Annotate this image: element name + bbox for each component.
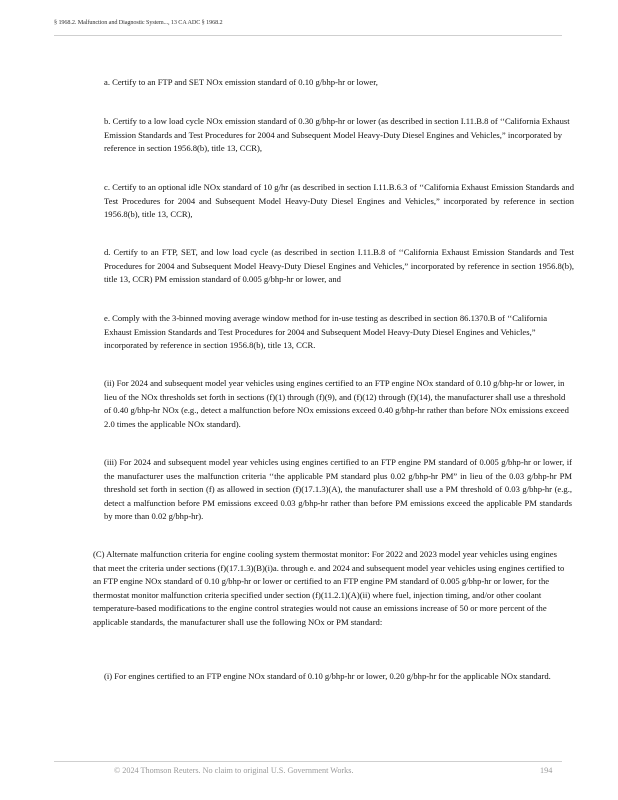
paragraph-c: c. Certify to an optional idle NOx standard of 10 g/hr (as described in section I.11.B.6.3 of ‘‘California Exhaust Emission Standards and Test Procedures for 2004 and Subsequent Model Heavy-Duty Diesel Engines and Vehicles,” incorporated by reference in section 1956.8(b), title 13, CCR),	[104, 182, 574, 219]
paragraph-i: (i) For engines certified to an FTP engine NOx standard of 0.10 g/bhp-hr or lower, 0.20 g/bhp-hr for the applicable NOx standard.	[104, 671, 551, 681]
paragraph-iii: (iii) For 2024 and subsequent model year vehicles using engines certified to an FTP engine PM standard of 0.005 g/bhp-hr or lower, if the manufacturer uses the malfunction criteria ‘‘the applicable PM standard plus 0.02 g/bhp-hr PM” in lieu of the 0.03 g/bhp-hr PM threshold set forth in section (f) as allowed in section (f)(17.1.3)(A), the manufacturer shall use a PM threshold of 0.03 g/bhp-hr (e.g., detect a malfunction before PM emissions exceed 0.03 g/bhp-hr rather than before PM emissions exceed the applicable PM standards by more than 0.02 g/bhp-hr).	[104, 457, 572, 521]
paragraph-ii: (ii) For 2024 and subsequent model year vehicles using engines certified to an FTP engine NOx standard of 0.10 g/bhp-hr or lower, in lieu of the NOx thresholds set forth in sections (f)(1) through (f)(9), and (f)(12) through (f)(14), the manufacturer shall use a threshold of 0.40 g/bhp-hr NOx (e.g., detect a malfunction before NOx emissions exceed 0.40 g/bhp-hr rather than before NOx emissions exceed 2.0 times the applicable NOx standard).	[104, 378, 569, 429]
paragraph-C: (C) Alternate malfunction criteria for engine cooling system thermostat monitor: For 2022 and 2023 model year vehicles using engines that meet the criteria under sections (f)(17.1.3)(B)(i)a. through e. and 2024 and subsequent model year vehicles using engines certified to an FTP engine NOx standard of 0.10 g/bhp-hr or lower or certified to an FTP engine PM standard of 0.005 g/bhp-hr or lower, for the thermostat monitor malfunction criteria specified under section (f)(11.2.1)(A)(ii) where fuel, injection timing, and/or other coolant temperature-based modifications to the engine control strategies would not cause an emissions increase of 50 or more percent of the applicable standards, the manufacturer shall use the following NOx or PM standard:	[93, 549, 565, 627]
paragraph-e: e. Comply with the 3-binned moving average window method for in-use testing as described in section 86.1370.B of ‘‘California Exhaust Emission Standards and Test Procedures for 2004 and Subsequent Model Heavy-Duty Diesel Engines and Vehicles,” incorporated by reference in section 1956.8(b), title 13, CCR.	[104, 313, 548, 350]
paragraph-d: d. Certify to an FTP, SET, and low load cycle (as described in section I.11.B.8 of ‘‘California Exhaust Emission Standards and Test Procedures for 2004 and Subsequent Model Heavy-Duty Diesel Engines and Vehicles,” incorporated by reference in section 1956.8(b), title 13, CCR) PM emission standard of 0.005 g/bhp-hr or lower, and	[104, 247, 574, 284]
page-number: 194	[540, 766, 553, 775]
running-header: § 1968.2. Malfunction and Diagnostic System..., 13 CA ADC § 1968.2	[54, 19, 223, 26]
header-divider	[54, 35, 562, 36]
paragraph-a: a. Certify to an FTP and SET NOx emission standard of 0.10 g/bhp-hr or lower,	[104, 77, 378, 87]
copyright-notice: © 2024 Thomson Reuters. No claim to original U.S. Government Works.	[114, 766, 354, 775]
footer-divider	[54, 761, 562, 762]
paragraph-b: b. Certify to a low load cycle NOx emission standard of 0.30 g/bhp-hr or lower (as described in section I.11.B.8 of ‘‘California Exhaust Emission Standards and Test Procedures for 2004 and Subsequent Model Heavy-Duty Diesel Engines and Vehicles,” incorporated by reference in section 1956.8(b), title 13, CCR),	[104, 116, 570, 153]
